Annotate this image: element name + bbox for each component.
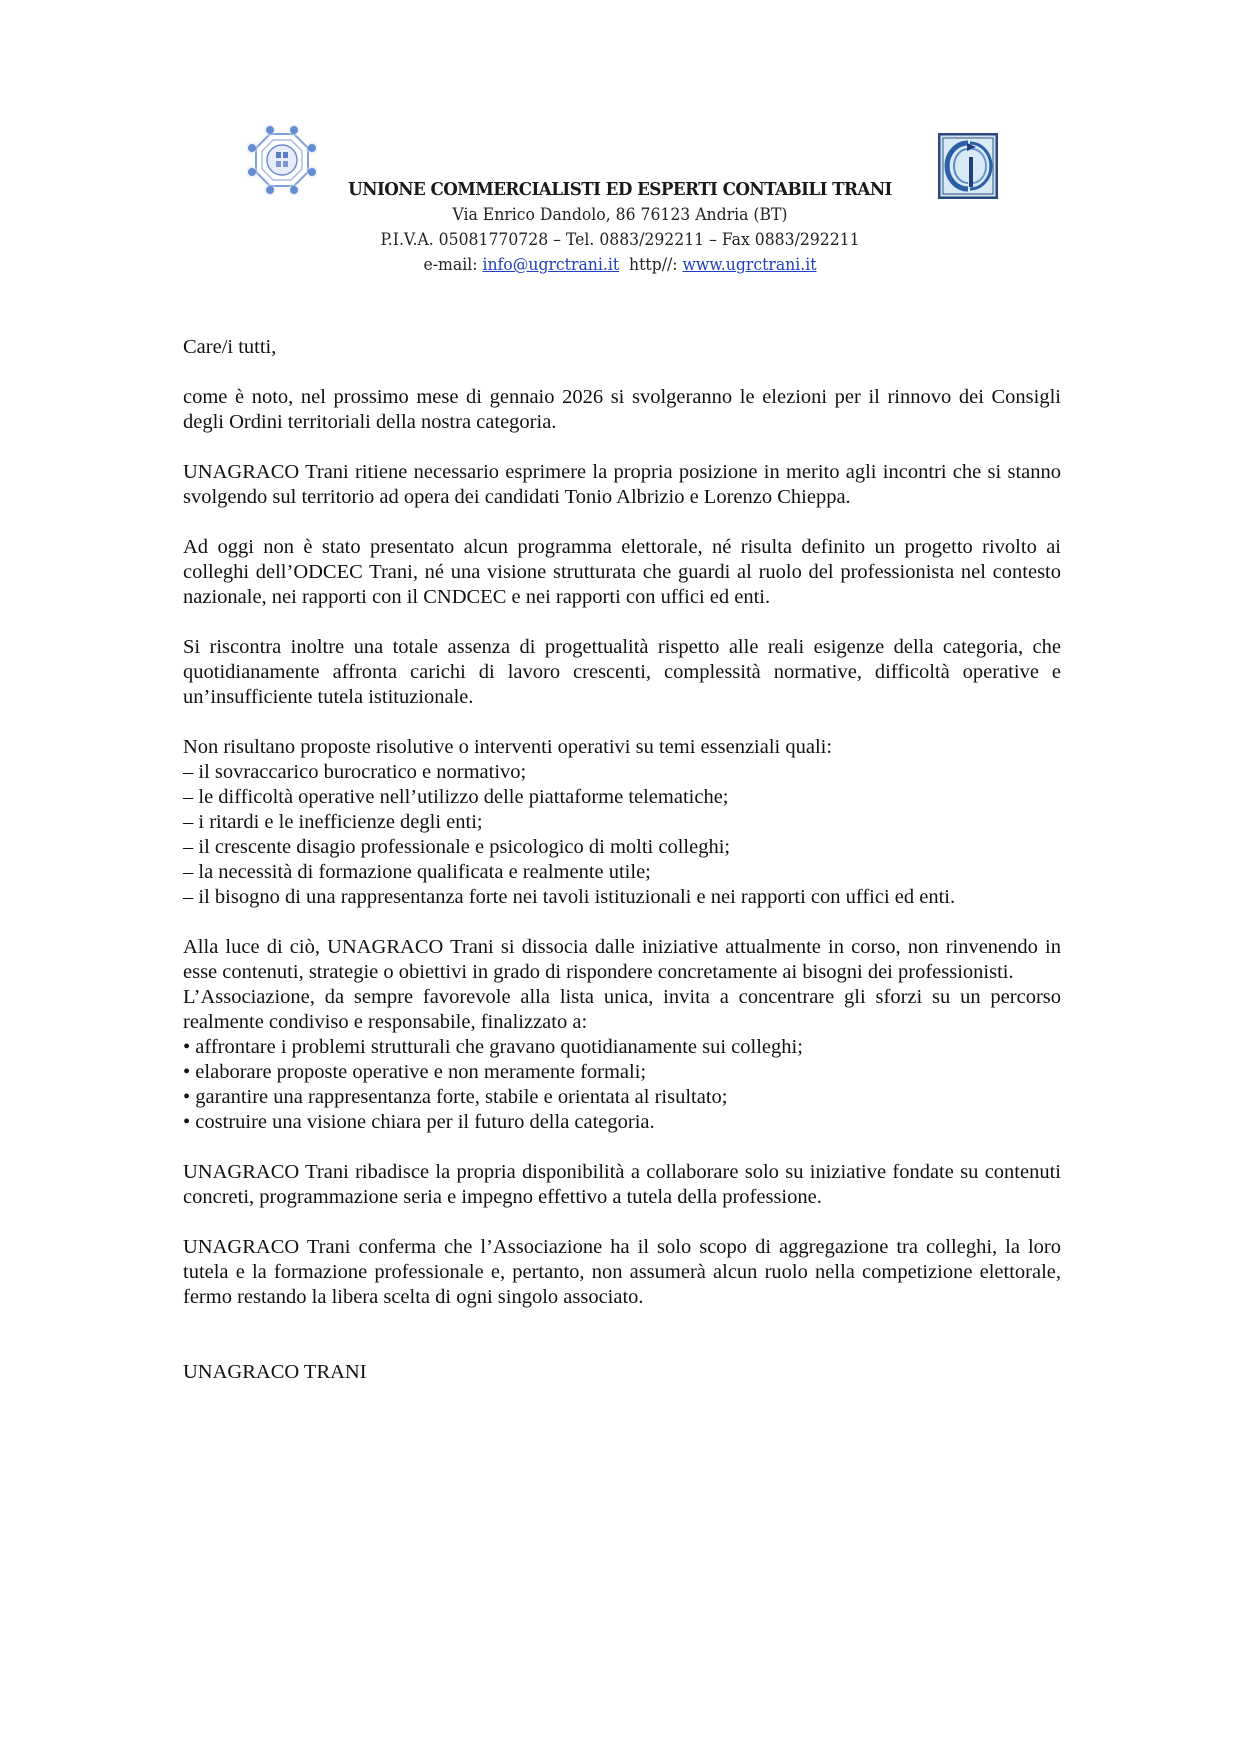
list-item: – il bisogno di una rappresentanza forte nei tavoli istituzionali e nei rapporti con uffici ed enti. (183, 886, 956, 908)
goals-list (183, 1035, 1061, 1135)
list-item: – il sovraccarico burocratico e normativo; (183, 761, 527, 783)
spacer (183, 1135, 1061, 1160)
spacer (183, 1310, 1061, 1335)
spacer (183, 510, 1061, 535)
organization-contacts: P.I.V.A. 05081770728 – Tel. 0883/292211 – Fax 0883/292211 (380, 230, 860, 250)
paragraph-no-program: Ad oggi non è stato presentato alcun programma elettorale, né risulta definito un progetto rivolto ai colleghi dell’ODCEC Trani, né una visione strutturata che guardi al ruolo del professionista nel contesto nazionale, nei rapporti con il CNDCEC e nei rapporti con uffici ed enti. (183, 536, 1061, 608)
email-link[interactable]: info@ugrctrani.it (482, 255, 620, 275)
spacer (183, 610, 1061, 635)
issues-list (183, 760, 1061, 910)
letter-body (183, 335, 1061, 1385)
signature: UNAGRACO TRANI (183, 1361, 367, 1383)
list-item: – le difficoltà operative nell’utilizzo delle piattaforme telematiche; (183, 786, 729, 808)
list-item: • elaborare proposte operative e non meramente formali; (183, 1061, 647, 1083)
list-item: • garantire una rappresentanza forte, stabile e orientata al risultato; (183, 1086, 728, 1108)
website-link[interactable]: www.ugrctrani.it (682, 255, 817, 275)
blue-square-logo-icon (938, 133, 998, 199)
issues-intro: Non risultano proposte risolutive o interventi operativi su temi essenziali quali: (183, 736, 833, 758)
paragraph-elections: come è noto, nel prossimo mese di gennaio 2026 si svolgeranno le elezioni per il rinnovo dei Consigli degli Ordini territoriali della nostra categoria. (183, 386, 1061, 433)
email-label: e-mail: (423, 255, 483, 275)
organization-address: Via Enrico Dandolo, 86 76123 Andria (BT) (452, 205, 788, 225)
salutation: Care/i tutti, (183, 336, 277, 358)
list-item: – il crescente disagio professionale e psicologico di molti colleghi; (183, 836, 731, 858)
organization-name: UNIONE COMMERCIALISTI ED ESPERTI CONTABILI TRANI (348, 179, 892, 200)
list-item: – la necessità di formazione qualificata e realmente utile; (183, 861, 651, 883)
paragraph-role: UNAGRACO Trani conferma che l’Associazione ha il solo scopo di aggregazione tra colleghi, la loro tutela e la formazione professionale e, pertanto, non assumerà alcun ruolo nella competizione elettorale, fermo restando la libera scelta di ogni singolo associato. (183, 1236, 1061, 1308)
organization-header (300, 177, 940, 278)
letterhead (0, 0, 1241, 300)
spacer (183, 1210, 1061, 1235)
paragraph-dissociation: Alla luce di ciò, UNAGRACO Trani si dissocia dalle iniziative attualmente in corso, non rinvenendo in esse contenuti, strategie o obiettivi in grado di rispondere concretamente ai bisogni dei professionisti. (183, 936, 1061, 983)
list-item: • costruire una visione chiara per il futuro della categoria. (183, 1111, 655, 1133)
spacer (183, 1335, 1061, 1360)
paragraph-position: UNAGRACO Trani ritiene necessario esprimere la propria posizione in merito agli incontri che si stanno svolgendo sul territorio ad opera dei candidati Tonio Albrizio e Lorenzo Chieppa. (183, 461, 1061, 508)
spacer (183, 435, 1061, 460)
spacer (183, 360, 1061, 385)
spacer (183, 710, 1061, 735)
list-item: • affrontare i problemi strutturali che gravano quotidianamente sui colleghi; (183, 1036, 803, 1058)
organization-links (326, 253, 915, 278)
list-item: – i ritardi e le inefficienze degli enti; (183, 811, 483, 833)
paragraph-availability: UNAGRACO Trani ribadisce la propria disponibilità a collaborare solo su iniziative fondate su contenuti concreti, programmazione seria e impegno effettivo a tutela della professione. (183, 1161, 1061, 1208)
paragraph-no-planning: Si riscontra inoltre una totale assenza di progettualità rispetto alle reali esigenze della categoria, che quotidianamente affronta carichi di lavoro crescenti, complessità normative, difficoltà operative e un’insufficiente tutela istituzionale. (183, 636, 1061, 708)
web-label: http//: (619, 255, 683, 275)
goals-intro: L’Associazione, da sempre favorevole alla lista unica, invita a concentrare gli sforzi su un percorso realmente condiviso e responsabile, finalizzato a: (183, 986, 1061, 1033)
spacer (183, 910, 1061, 935)
